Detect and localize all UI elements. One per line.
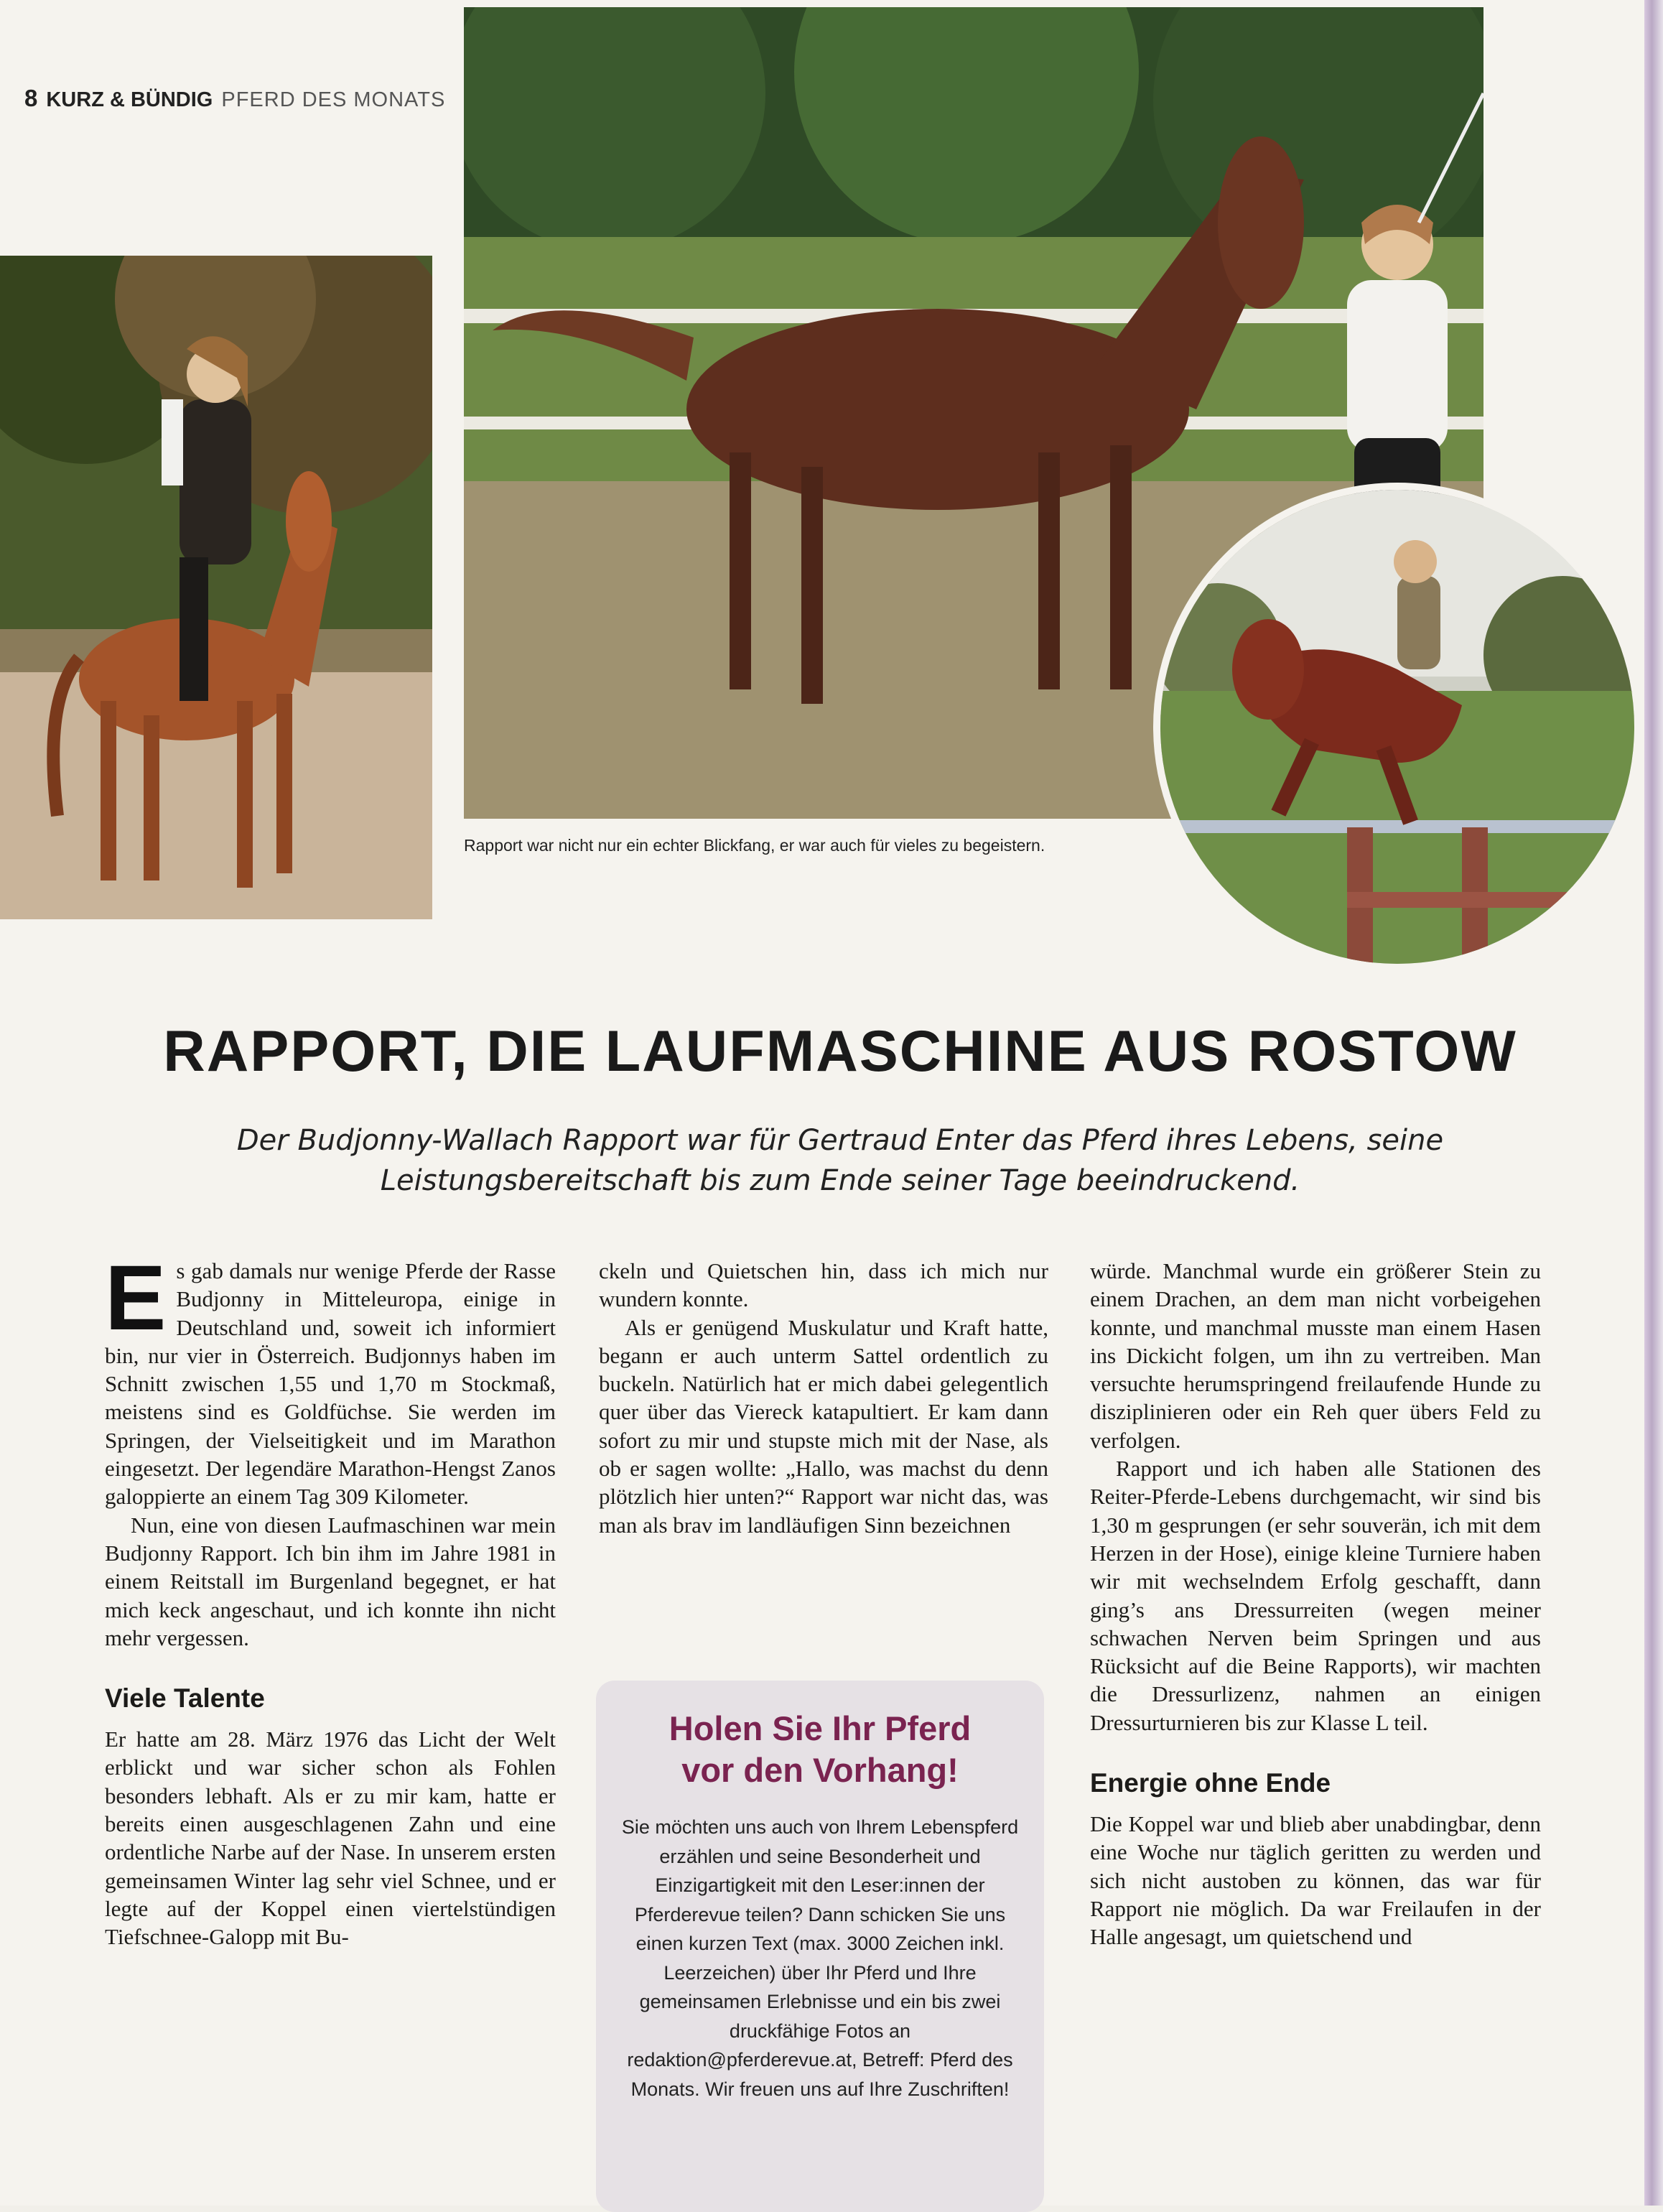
rider-jumping-horse-photo <box>1153 483 1641 971</box>
paragraph-5: Als er genügend Muskulatur und Kraft hatte, begann er auch unterm Sattel ordentlich zu buckeln. Natürlich hat er mich dabei gelegentlich quer über das Viereck katapultiert. Er kam dann sofort zu mir und stupste mich mit der Nase, als ob er sagen wollte: „Hallo, was machst du denn plötzlich hier unten?“ Rapport war nicht das, was man als brav im landläufigen Sinn bezeichnen <box>599 1314 1048 1538</box>
drop-cap: E <box>105 1247 167 1349</box>
article-lead <box>108 1120 1573 1201</box>
paragraph-8: Die Koppel war und blieb aber unabdingbar, denn eine Woche nur täglich geritten zu werden und sich nicht austoben zu können, das war für Rapport nie möglich. Da war Freilaufen in der Halle angesagt, um quietschend und <box>1090 1811 1541 1950</box>
paragraph-2: Nun, eine von diesen Laufmaschinen war mein Budjonny Rapport. Ich bin ihm im Jahre 1981 in einem Reitstall im Burgenland begegnet, er hat mich keck angeschaut, und ich konnte ihn nicht mehr vergessen. <box>105 1512 556 1650</box>
subhead-energie-ohne-ende: Energie ohne Ende <box>1090 1768 1331 1798</box>
infobox-body: Sie möchten uns auch von Ihrem Lebenspferd erzählen und seine Besonderheit und Einzigartigkeit mit den Leser:innen der Pferderevue teilen? Dann schicken Sie uns einen kurzen Text (max. 3000 Zeichen inkl. Leerzeichen) über Ihr Pferd und Ihre gemeinsamen Erlebnisse und ein bis zwei druckfähige Fotos an redaktion@pferderevue.at, Betreff: Pferd des Monats. Wir freuen uns auf Ihre Zuschriften! <box>621 1816 1019 2100</box>
infobox-title-line-1: Holen Sie Ihr Pferd <box>669 1709 972 1747</box>
paragraph-4: ckeln und Quietschen hin, dass ich mich nur wundern konnte. <box>599 1258 1048 1312</box>
subsection-label: PFERD DES MONATS <box>221 88 446 111</box>
page-number: 8 <box>24 85 38 111</box>
paragraph-1-text: s gab damals nur wenige Pferde der Rasse Budjonny in Mitteleuropa, einige in Deutschland und, soweit ich informiert bin, nur vier in Österreich. Budjonnys haben im Schnitt zwischen 1,55 und 1,70 m Stockmaß, meistens sind es Goldfüchse. Sie werden im Springen, der Vielseitigkeit und im Marathon eingesetzt. Der legendäre Marathon-Hengst Zanos galoppierte an einem Tag 309 Kilometer. <box>105 1258 556 1510</box>
article-column-1 <box>105 1247 556 1951</box>
article-headline: RAPPORT, DIE LAUFMASCHINE AUS ROSTOW <box>163 1019 1517 1084</box>
paragraph-1 <box>105 1247 556 1511</box>
paragraph-7: Rapport und ich haben alle Stationen des Reiter-Pferde-Lebens durchgemacht, wir sind bis 1,30 m gesprungen (er sehr souverän, ich mit dem Herzen in der Hose), einige kleine Turniere haben wir mit wechselndem Erfolg geschafft, dann ging’s ans Dressurreiten (wegen meiner schwachen Nerven beim Springen und aus Rücksicht auf die Beine Rapports), wir machten die Dressurlizenz, nahmen an einigen Dressurturnieren bis zur Klasse L teil. <box>1090 1456 1541 1735</box>
running-header <box>24 85 445 112</box>
page-edge <box>1644 0 1663 2206</box>
paragraph-6: würde. Manchmal wurde ein größerer Stein zu einem Drachen, an dem man nicht vorbeigehen konnte, und manchmal musste man einem Hasen ins Dickicht folgen, um ihn zu vertreiben. Man versuchte herumspringend freilaufende Hunde zu disziplinieren oder ein Reh quer übers Feld zu verfolgen. <box>1090 1258 1541 1453</box>
call-for-submissions-box <box>596 1681 1044 2212</box>
infobox-title-line-2: vor den Vorhang! <box>681 1751 959 1789</box>
photo-left-graphic <box>0 256 432 919</box>
infobox-title <box>596 1708 1044 1791</box>
photo-caption: Rapport war nicht nur ein echter Blickfang, er war auch für vieles zu begeistern. <box>464 836 1045 855</box>
paragraph-3: Er hatte am 28. März 1976 das Licht der Welt erblickt und war sicher schon als Fohlen besonders lebhaft. Als er zu mir kam, hatte er bereits einen ausgeschlagenen Zahn und eine ordentliche Narbe auf der Nase. In unserem ersten gemeinsamen Winter lag sehr viel Schnee, und er legte auf der Koppel einen viertelstündigen Tiefschnee-Galopp mit Bu- <box>105 1727 556 1950</box>
photo-circle-graphic <box>1160 490 1634 964</box>
article-column-3 <box>1090 1257 1541 1951</box>
subhead-viele-talente: Viele Talente <box>105 1683 265 1714</box>
lead-line-1: Der Budjonny-Wallach Rapport war für Gertraud Enter das Pferd ihres Lebens, seine <box>236 1124 1444 1157</box>
woman-riding-chestnut-horse-photo <box>0 256 432 919</box>
section-label: KURZ & BÜNDIG <box>46 88 213 111</box>
lead-line-2: Leistungsbereitschaft bis zum Ende seiner Tage beeindruckend. <box>380 1164 1300 1197</box>
article-column-2 <box>599 1257 1048 1539</box>
